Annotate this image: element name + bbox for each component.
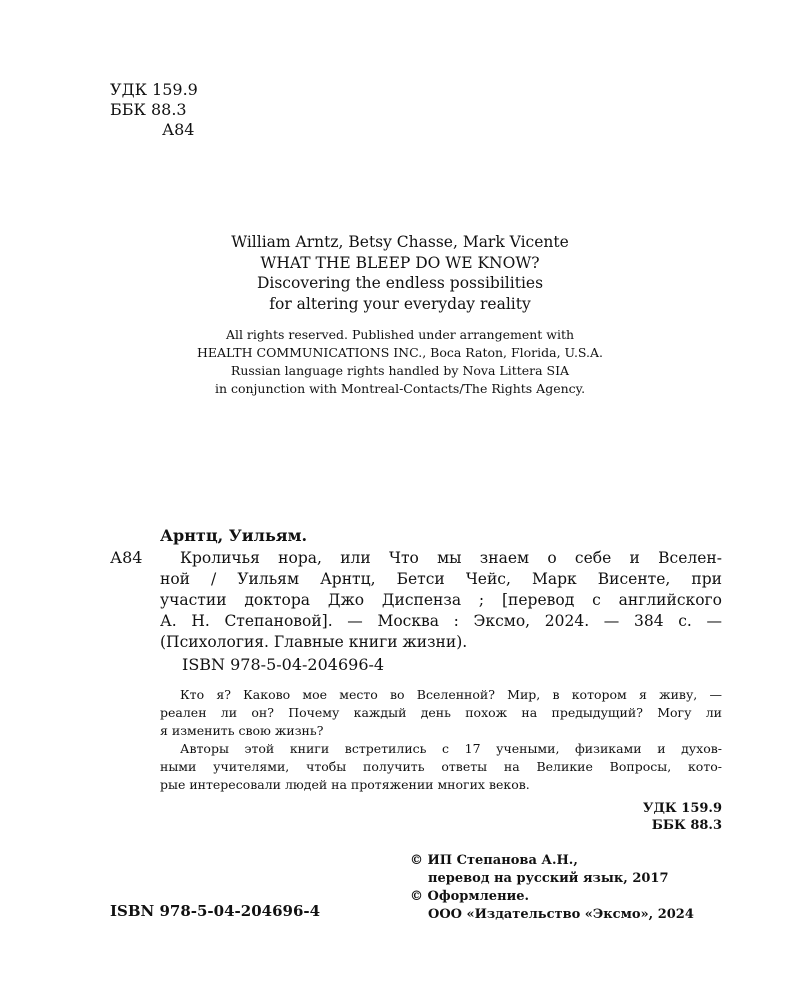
annotation-line-2: реален ли он? Почему каждый день похож на предыдущий? Могу ли	[160, 705, 722, 720]
record-isbn: ISBN 978-5-04-204696-4	[182, 655, 385, 674]
original-authors: William Arntz, Betsy Chasse, Mark Vicente	[231, 233, 569, 251]
original-subtitle-line-2: for altering your everyday reality	[269, 294, 531, 313]
copyright-line-1: © ИП Степанова А.Н.,	[410, 853, 578, 868]
copyright-line-2: перевод на русский язык, 2017	[428, 871, 669, 886]
bib-line-3: участии доктора Джо Диспенза ; [перевод с английского	[160, 591, 722, 609]
author-heading: Арнтц, Уильям.	[160, 526, 308, 545]
bbk-code-bottom: ББК 88.3	[651, 818, 722, 833]
bib-line-4: А. Н. Степановой]. — Москва : Эксмо, 2024. — 384 с. —	[160, 612, 722, 630]
annotation	[160, 686, 722, 794]
record-author-mark: А84	[110, 548, 143, 567]
annotation-line-5: ными учителями, чтобы получить ответы на Великие Вопросы, кото-	[160, 759, 722, 774]
annotation-line-3: я изменить свою жизнь?	[160, 723, 324, 738]
udk-code: УДК 159.9	[110, 80, 198, 99]
copyright-line-4: ООО «Издательство «Эксмо», 2024	[428, 907, 694, 922]
copyright-line-3: © Оформление.	[410, 889, 530, 904]
udk-code-bottom: УДК 159.9	[642, 801, 722, 816]
rights-line-2: HEALTH COMMUNICATIONS INC., Boca Raton, Florida, U.S.A.	[196, 345, 604, 360]
bbk-code: ББК 88.3	[110, 100, 187, 119]
original-title: WHAT THE BLEEP DO WE KNOW?	[260, 253, 540, 272]
original-edition-block	[0, 232, 800, 314]
classification-block	[110, 80, 198, 140]
author-mark: А84	[162, 120, 195, 139]
bibliographic-description	[160, 548, 722, 653]
annotation-line-6: рые интересовали людей на протяжении многих веков.	[160, 777, 530, 792]
original-subtitle-line-1: Discovering the endless possibilities	[256, 274, 544, 292]
classification-bottom	[560, 800, 722, 834]
annotation-line-1: Кто я? Каково мое место во Вселенной? Мир, в котором я живу, —	[180, 687, 722, 702]
copyright-block	[410, 852, 694, 924]
bib-line-5: (Психология. Главные книги жизни).	[160, 633, 468, 651]
annotation-line-4: Авторы этой книги встретились с 17 учеными, физиками и духов-	[180, 741, 722, 756]
rights-line-4: in conjunction with Montreal-Contacts/The Rights Agency.	[214, 381, 586, 396]
rights-line-1: All rights reserved. Published under arrangement with	[225, 327, 575, 342]
rights-notice	[0, 326, 800, 398]
isbn-bottom: ISBN 978-5-04-204696-4	[110, 902, 321, 920]
bib-line-1: Кроличья нора, или Что мы знаем о себе и Вселен-	[180, 549, 722, 567]
bib-line-2: ной / Уильям Арнтц, Бетси Чейс, Марк Висенте, при	[160, 570, 722, 588]
rights-line-3: Russian language rights handled by Nova Littera SIA	[230, 363, 570, 378]
